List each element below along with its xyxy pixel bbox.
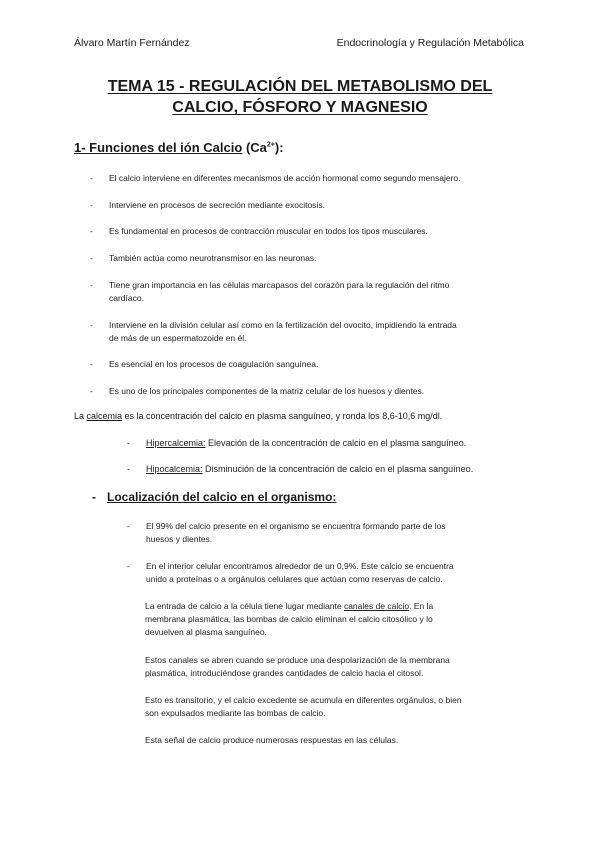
bullet-dash: - xyxy=(127,438,130,448)
canales-de-calcio-term: canales de calcio xyxy=(343,601,410,611)
list-item-text: Tiene gran importancia en las células marcapasos del corazón para la regulación del ritmo xyxy=(109,280,450,290)
paragraph-text: Esto es transitorio, y el calcio excedente se acumula en diferentes orgánulos, o bien xyxy=(145,695,462,705)
list-item-text: El 99% del calcio presente en el organismo se encuentra formando parte de los xyxy=(146,521,446,531)
paragraph xyxy=(145,734,398,747)
paragraph-text: devuelven al plasma sanguíneo. xyxy=(145,627,267,637)
paragraph xyxy=(145,600,433,639)
bullet-dash: - xyxy=(90,359,93,369)
list-item-text: Es fundamental en procesos de contracción muscular en todos los tipos musculares. xyxy=(109,226,428,236)
bullet-dash: - xyxy=(90,280,93,290)
list-item-text: En el interior celular encontramos alrededor de un 0,9%. Este calcio se encuentra xyxy=(146,561,454,571)
bullet-dash: - xyxy=(127,561,130,571)
list-item-text: de más de un espermatozoide en él. xyxy=(109,333,247,343)
calcemia-paragraph xyxy=(74,411,442,421)
ion-label: (Ca xyxy=(245,140,267,155)
header-author: Álvaro Martín Fernández xyxy=(74,37,190,49)
bullet-dash: - xyxy=(90,386,93,396)
list-item-text: Es uno de los principales componentes de la matriz celular de los huesos y dientes. xyxy=(109,386,425,396)
header-subject: Endocrinología y Regulación Metabólica xyxy=(336,37,524,49)
bullet-dash: - xyxy=(90,253,93,263)
paragraph xyxy=(145,694,462,720)
hipercalcemia-text: Elevación de la concentración de calcio en el plasma sanguíneo. xyxy=(205,438,467,448)
paragraph-text: plasmática, introduciéndose grandes cantidades de calcio hacia el citosol. xyxy=(145,668,424,678)
bullet-dash: - xyxy=(90,226,93,236)
bullet-dash: - xyxy=(90,200,93,210)
paragraph-text: . En la xyxy=(409,601,434,611)
list-item-text: cardíaco. xyxy=(109,293,144,303)
ion-superscript: 2+ xyxy=(266,141,275,149)
paragraph-text: Esta señal de calcio produce numerosas respuestas en las células. xyxy=(145,735,399,745)
paragraph xyxy=(145,654,450,680)
bullet-dash: - xyxy=(127,521,130,531)
localizacion-heading-text: Localización del calcio en el organismo: xyxy=(107,490,337,504)
page-title xyxy=(60,76,540,118)
list-item-text: unido a proteínas o a orgánulos celulares que actúan como reservas de calcio. xyxy=(146,574,443,584)
section-heading-text: 1- Funciones del ión Calcio xyxy=(74,140,243,155)
list-item-text: También actúa como neurotransmisor en las neuronas. xyxy=(109,253,317,263)
ion-close: ): xyxy=(274,140,284,155)
hipocalcemia-text: Disminución de la concentración de calcio en el plasma sanguíneo. xyxy=(202,464,474,474)
bullet-dash: - xyxy=(90,173,93,183)
list-item-text: El calcio interviene en diferentes mecanismos de acción hormonal como segundo mensajero. xyxy=(109,173,461,183)
bullet-dash: - xyxy=(127,464,130,474)
calcemia-term: calcemia xyxy=(86,411,123,421)
paragraph-text: Estos canales se abren cuando se produce una despolarización de la membrana xyxy=(145,655,450,665)
title-line-2: CALCIO, FÓSFORO Y MAGNESIO xyxy=(172,99,428,116)
list-item-text: Es esencial en los procesos de coagulación sanguínea. xyxy=(109,359,319,369)
hipocalcemia-term: Hipocalcemia: xyxy=(146,464,203,474)
list-item-text: huesos y dientes. xyxy=(146,534,213,544)
list-item-text: Interviene en la división celular así como en la fertilización del ovocito, impidiendo la entrada xyxy=(109,320,457,330)
paragraph-text: La entrada de calcio a la célula tiene lugar mediante xyxy=(145,601,344,611)
section-heading xyxy=(74,140,284,155)
list-item-text: Interviene en procesos de secreción mediante exocitosis. xyxy=(109,200,325,210)
paragraph-text: membrana plasmática, las bombas de calcio eliminan el calcio citosólico y lo xyxy=(145,614,433,624)
bullet-dash: - xyxy=(92,490,96,504)
calcemia-text: es la concentración del calcio en plasma sanguíneo, y ronda los 8,6-10,6 mg/dl. xyxy=(122,411,443,421)
hipercalcemia-term: Hipercalcemia: xyxy=(146,438,206,448)
paragraph-text: son expulsados mediante las bombas de calcio. xyxy=(145,708,326,718)
calcemia-prefix: La xyxy=(74,411,87,421)
bullet-dash: - xyxy=(90,320,93,330)
title-line-1: TEMA 15 - REGULACIÓN DEL METABOLISMO DEL xyxy=(107,78,493,95)
